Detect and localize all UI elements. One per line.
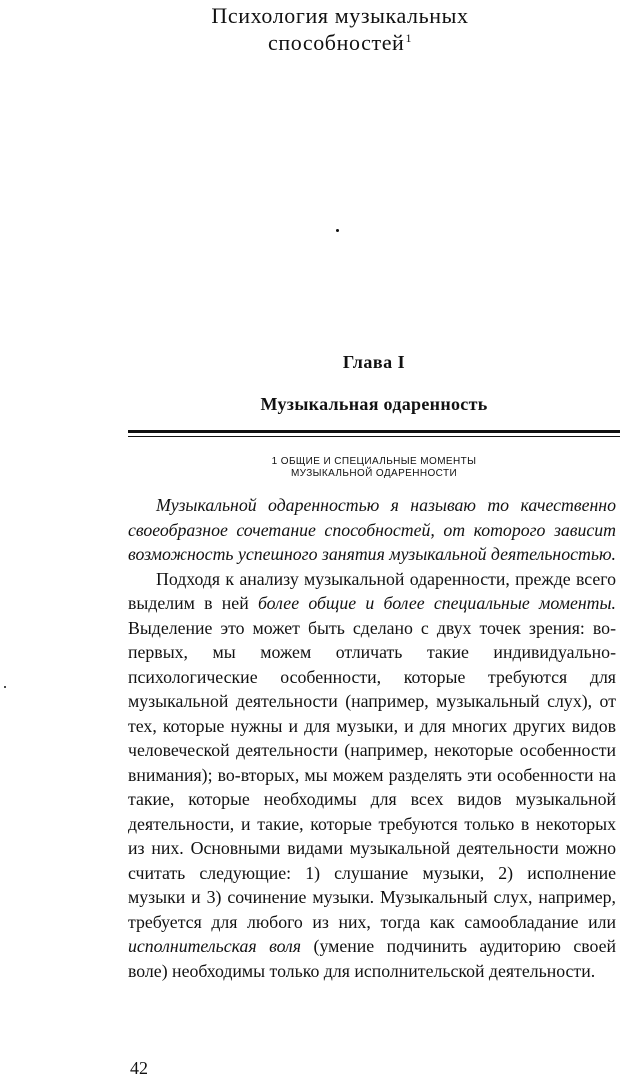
book-title: [150, 2, 530, 56]
paragraph-analysis: [128, 567, 616, 984]
analysis-text-b: Выделение это может быть сделано с двух точек зрения: во-первых, мы можем отличать такие индивидуально-психологические особенности, которые требуются для музыкальной деятельности (например, музыкальный слух), от тех, которые нужны и для музыки, и для многих других видов человеческой деятельности (например, некоторые особенности внимания); во-вторых, мы можем разделять эти особенности на такие, которые необходимы для всех видов музыкальной деятельности, и такие, которые требуются только в некоторых из них. Основными видами музыкальной деятельности можно считать следующие: 1) слушание музыки, 2) исполнение музыки и 3) сочинение музыки. Музыкальный слух, например, требуется для любого из них, тогда как самообладание или: [128, 617, 616, 932]
body-text: [128, 493, 616, 983]
book-title-line2-text: способностей: [267, 30, 405, 55]
analysis-text-c: (умение подчинить аудиторию своей воле) необходимы только для исполнительской деятельности.: [128, 936, 616, 981]
divider-rule-thin: [128, 436, 620, 437]
book-title-line1: Психология музыкальных: [211, 3, 469, 28]
section-heading-line1: 1 ОБЩИЕ И СПЕЦИАЛЬНЫЕ МОМЕНТЫ: [271, 456, 477, 467]
section-heading: [128, 456, 620, 480]
analysis-text-a: Подходя к анализу музыкальной одаренности, прежде всего выделим в ней: [128, 568, 616, 613]
footnote-marker: 1: [405, 31, 413, 45]
chapter-label: Глава I: [342, 352, 406, 372]
divider-rule-thick: [128, 430, 620, 433]
definition-text: Музыкальной одаренностью я называю то качественно своеобразное сочетание способностей, от которого зависит возможность успешного занятия музыкальной деятельностью.: [128, 495, 616, 564]
print-speck: [336, 229, 339, 232]
print-speck: [4, 686, 6, 688]
section-heading-line2: МУЗЫКАЛЬНОЙ ОДАРЕННОСТИ: [290, 468, 458, 479]
chapter-title: Музыкальная одаренность: [260, 394, 488, 414]
book-title-line2: [150, 29, 530, 56]
analysis-emphasis-moments: более общие и более специальные моменты.: [257, 593, 617, 613]
page-number: 42: [130, 1058, 148, 1078]
paragraph-definition: [128, 493, 616, 567]
analysis-emphasis-will: исполнительская воля: [128, 936, 302, 956]
